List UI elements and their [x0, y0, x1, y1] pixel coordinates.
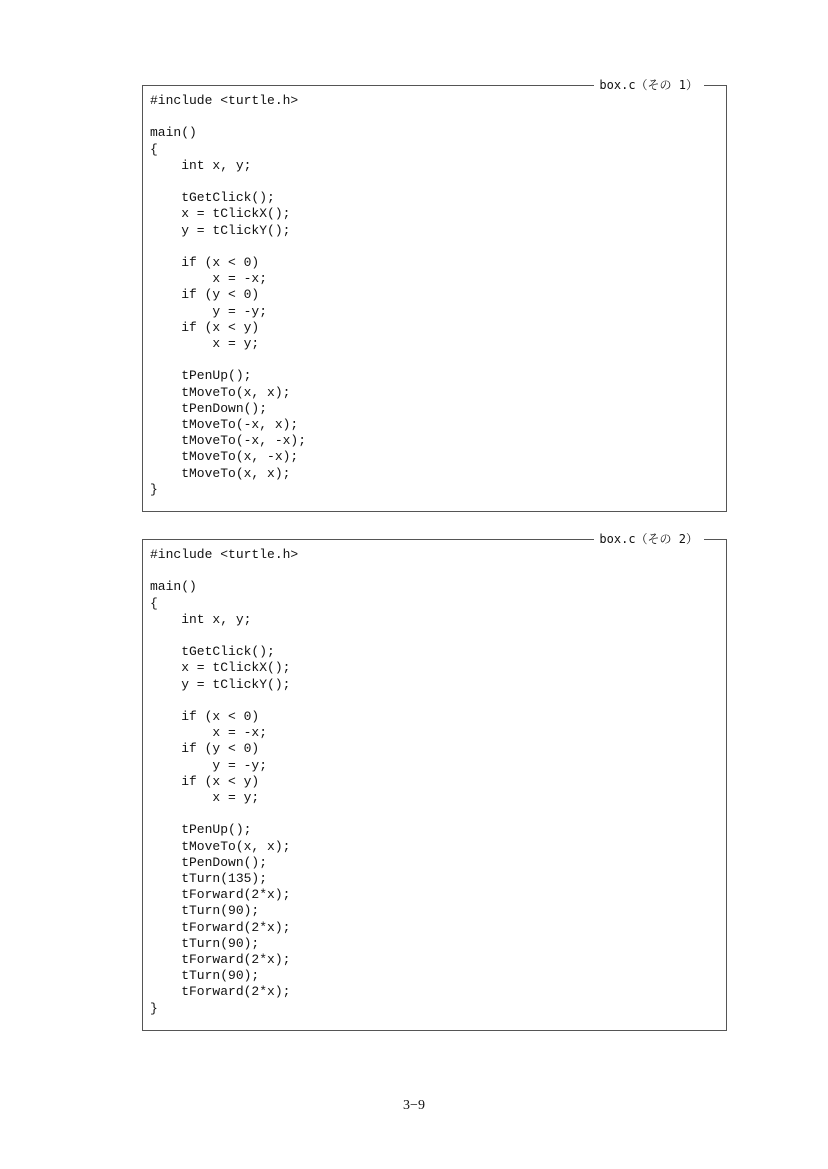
code-block-1: #include <turtle.h> main() { int x, y; tGetClick(); x = tClickX(); y = tClickY(); if (x < 0) x = -x; if (y < 0) y = -y; if (x < y) x = y; tPenUp(); tMoveTo(x, x); tPenDown(); tMoveTo(-x, x); tMoveTo(-x, -x); tMoveTo(x, -x); tMoveTo(x, x); } — [150, 93, 307, 497]
listing-title-1: box.c（その 1） — [594, 77, 704, 93]
page-number: 3−9 — [403, 1098, 425, 1113]
code-block-2: #include <turtle.h> main() { int x, y; tGetClick(); x = tClickX(); y = tClickY(); if (x < 0) x = -x; if (y < 0) y = -y; if (x < y) x = y; tPenUp(); tMoveTo(x, x); tPenDown(); tTurn(135); tForward(2*x); tTurn(90); tForward(2*x); tTurn(90); tForward(2*x); tTurn(90); tForward(2*x); } — [150, 547, 299, 1016]
code-listing-box-1 — [142, 78, 727, 512]
code-listing-box-2 — [142, 532, 727, 1031]
listing-title-2: box.c（その 2） — [594, 531, 704, 547]
